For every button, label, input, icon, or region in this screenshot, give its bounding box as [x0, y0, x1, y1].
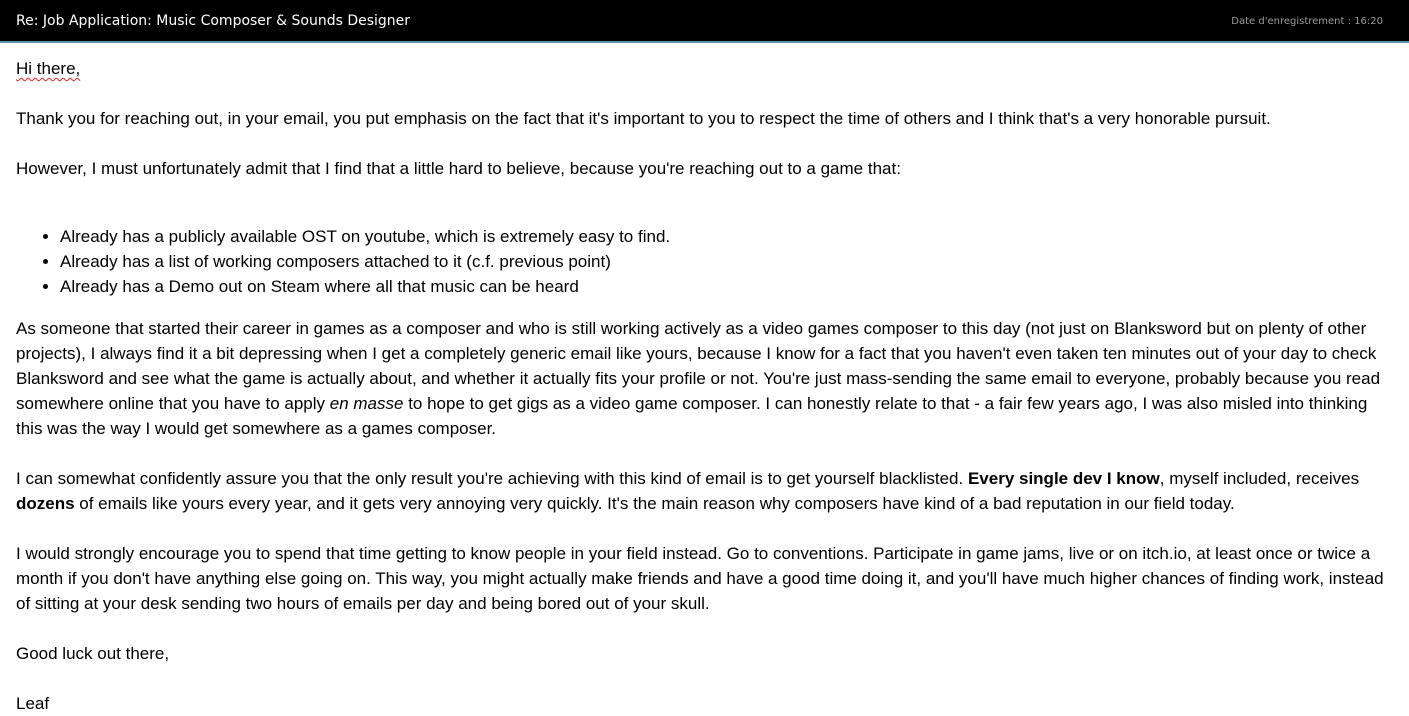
bold-phrase-dozens: dozens: [16, 494, 75, 513]
bullet-list: [16, 224, 1396, 299]
list-item: • Already has a Demo out on Steam where all that music can be heard: [60, 274, 1396, 299]
paragraph-2: However, I must unfortunately admit that I find that a little hard to believe, because you're reaching out to a game that:: [16, 159, 901, 178]
email-body[interactable]: [16, 56, 1396, 716]
signature: Leaf: [16, 694, 50, 713]
bold-phrase-every-dev: Every single dev I know: [967, 469, 1160, 488]
italic-phrase: en masse: [329, 394, 404, 413]
paragraph-3: As someone that started their career in games as a composer and who is still working actively as a video games composer to this day (not just on Blanksword but on plenty of other projects), I always find it a bit depressing when I get a completely generic email like yours, because I know for a fact that you haven't even taken ten minutes out of your day to check Blanksword and see what the game is actually about, and whether it actually fits your profile or not. You're just mass-sending the same email to everyone, probably because you read somewhere online that you have to apply en masse to hope to get gigs as a video game composer. I can honestly relate to that - a fair few years ago, I was also misled into thinking this was the way I would get somewhere as a games composer.: [16, 319, 1381, 438]
paragraph-4: I can somewhat confidently assure you that the only result you're achieving with this kind of email is to get yourself blacklisted. Every single dev I know, myself included, receives dozens of emails like yours every year, and it gets very annoying very quickly. It's the main reason why composers have kind of a bad reputation in our field today.: [16, 469, 1360, 513]
list-item: • Already has a publicly available OST on youtube, which is extremely easy to find.: [60, 224, 1396, 249]
closing: Good luck out there,: [16, 644, 170, 663]
greeting: Hi there,: [16, 59, 81, 78]
list-item: • Already has a list of working composers attached to it (c.f. previous point): [60, 249, 1396, 274]
paragraph-5: I would strongly encourage you to spend that time getting to know people in your field instead. Go to conventions. Participate in game jams, live or on itch.io, at least once or twice a month if you don't have anything else going on. This way, you might actually make friends and have a good time doing it, and you'll have much higher chances of finding work, instead of sitting at your desk sending two hours of emails per day and being bored out of your skull.: [16, 544, 1384, 613]
email-subject-title: Re: Job Application: Music Composer & Sounds Designer: [16, 13, 411, 29]
window-titlebar: [0, 0, 1409, 43]
paragraph-1: Thank you for reaching out, in your email, you put emphasis on the fact that it's important to you to respect the time of others and I think that's a very honorable pursuit.: [16, 109, 1271, 128]
saved-timestamp: Date d'enregistrement : 16:20: [1231, 16, 1383, 27]
